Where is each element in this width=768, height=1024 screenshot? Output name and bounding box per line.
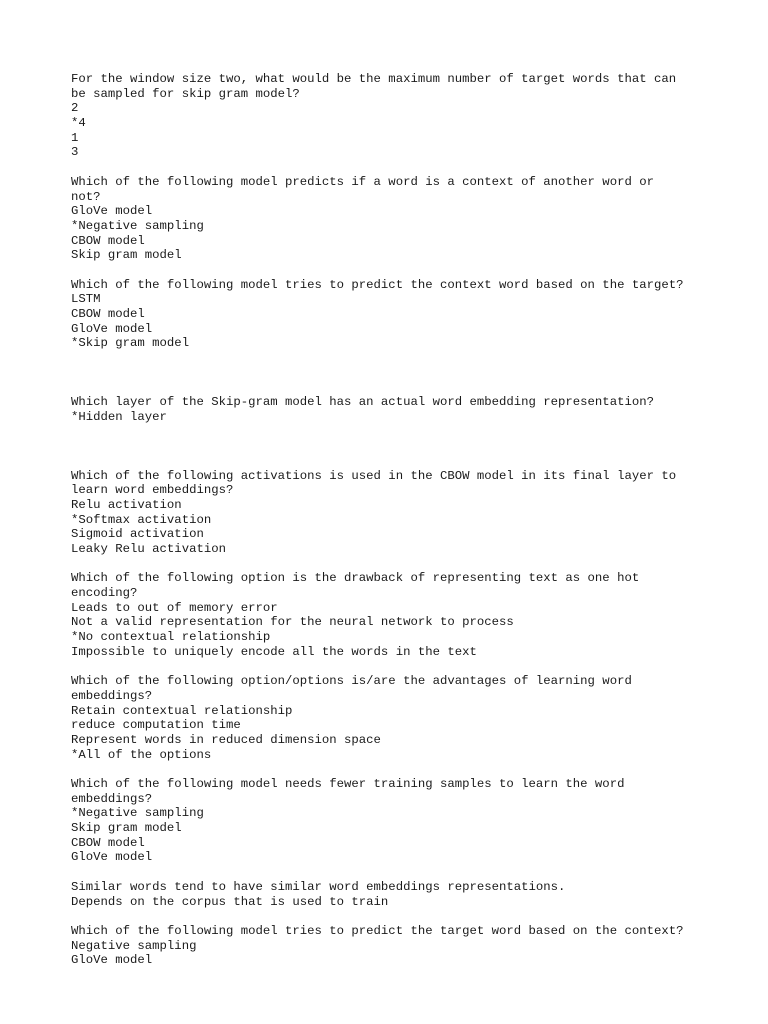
question-text: Which of the following option/options is/are the advantages of learning word bbox=[71, 674, 632, 689]
question-block bbox=[71, 571, 711, 659]
blank-line bbox=[71, 425, 711, 440]
question-text: learn word embeddings? bbox=[71, 483, 234, 498]
blank-line bbox=[71, 909, 711, 924]
question-text: encoding? bbox=[71, 586, 138, 601]
blank-line bbox=[71, 762, 711, 777]
answer-option: GloVe model bbox=[71, 953, 153, 968]
blank-line bbox=[71, 160, 711, 175]
answer-option: Retain contextual relationship bbox=[71, 703, 293, 718]
answer-option: reduce computation time bbox=[71, 718, 241, 733]
question-block bbox=[71, 880, 711, 909]
blank-line bbox=[71, 439, 711, 454]
question-text: Similar words tend to have similar word embeddings representations. bbox=[71, 879, 566, 894]
question-text: Which of the following option is the drawback of representing text as one hot bbox=[71, 571, 640, 586]
answer-option: 2 bbox=[71, 101, 79, 116]
answer-option: *Negative sampling bbox=[71, 806, 204, 821]
blank-line bbox=[71, 865, 711, 880]
answer-option: *No contextual relationship bbox=[71, 630, 271, 645]
question-text: embeddings? bbox=[71, 791, 153, 806]
answer-option: Skip gram model bbox=[71, 821, 182, 836]
answer-option: 1 bbox=[71, 130, 79, 145]
question-text: Which of the following model tries to predict the target word based on the context? bbox=[71, 923, 684, 938]
question-block bbox=[71, 674, 711, 762]
answer-option: 3 bbox=[71, 145, 79, 160]
question-text: Which of the following model needs fewer training samples to learn the word bbox=[71, 777, 625, 791]
blank-line bbox=[71, 557, 711, 572]
answer-option: GloVe model bbox=[71, 204, 153, 219]
answer-option: CBOW model bbox=[71, 233, 145, 248]
question-text: Which of the following model tries to predict the context word based on the target? bbox=[71, 277, 684, 292]
blank-line bbox=[71, 263, 711, 278]
answer-option: GloVe model bbox=[71, 850, 153, 865]
blank-line bbox=[71, 366, 711, 381]
question-block bbox=[71, 175, 711, 263]
question-text: For the window size two, what would be the maximum number of target words that can bbox=[71, 72, 677, 86]
answer-option: Skip gram model bbox=[71, 248, 182, 263]
question-block bbox=[71, 777, 711, 865]
question-block bbox=[71, 924, 711, 968]
answer-option: Impossible to uniquely encode all the words in the text bbox=[71, 644, 477, 659]
answer-option: *Skip gram model bbox=[71, 336, 190, 351]
question-text: embeddings? bbox=[71, 688, 153, 703]
answer-option: *Hidden layer bbox=[71, 409, 167, 424]
answer-option: *Negative sampling bbox=[71, 218, 204, 233]
answer-option: Leads to out of memory error bbox=[71, 600, 278, 615]
answer-option: Sigmoid activation bbox=[71, 527, 204, 542]
answer-option: Relu activation bbox=[71, 497, 182, 512]
question-text: not? bbox=[71, 189, 101, 204]
answer-option: Not a valid representation for the neural network to process bbox=[71, 615, 514, 630]
answer-option: Depends on the corpus that is used to train bbox=[71, 894, 389, 909]
question-text: Which of the following model predicts if a word is a context of another word or bbox=[71, 174, 654, 189]
blank-line bbox=[71, 454, 711, 469]
question-text: Which layer of the Skip-gram model has an actual word embedding representation? bbox=[71, 395, 654, 410]
answer-option: Negative sampling bbox=[71, 938, 197, 953]
answer-option: CBOW model bbox=[71, 307, 145, 321]
answer-option: *Softmax activation bbox=[71, 512, 212, 527]
answer-option: *All of the options bbox=[71, 747, 212, 762]
answer-option: CBOW model bbox=[71, 835, 145, 850]
question-block bbox=[71, 469, 711, 557]
blank-line bbox=[71, 351, 711, 366]
question-block bbox=[71, 72, 711, 160]
document-page bbox=[71, 72, 711, 968]
answer-option: GloVe model bbox=[71, 321, 153, 336]
question-block bbox=[71, 395, 711, 424]
question-text: Which of the following activations is used in the CBOW model in its final layer to bbox=[71, 468, 677, 483]
question-block bbox=[71, 278, 711, 351]
answer-option: Represent words in reduced dimension space bbox=[71, 732, 381, 747]
answer-option: *4 bbox=[71, 116, 86, 131]
blank-line bbox=[71, 660, 711, 675]
answer-option: Leaky Relu activation bbox=[71, 542, 226, 556]
blank-line bbox=[71, 380, 711, 395]
answer-option: LSTM bbox=[71, 292, 101, 307]
question-text: be sampled for skip gram model? bbox=[71, 86, 300, 101]
